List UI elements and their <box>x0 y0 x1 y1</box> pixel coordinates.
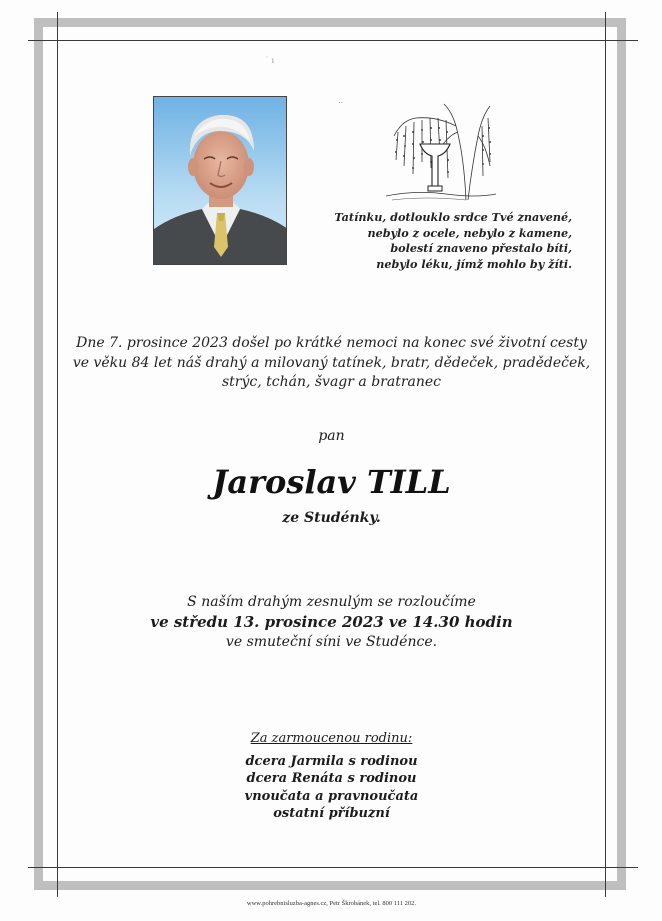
poem <box>300 210 572 272</box>
poem-line: Tatínku, dotlouklo srdce Tvé znavené, <box>334 210 572 224</box>
poem-line: nebylo léku, jímž mohlo by žíti. <box>376 256 572 271</box>
announcement-line: Dne 7. prosince 2023 došel po krátké nemoci na konec své životní cesty <box>76 335 587 351</box>
honorific: pan <box>318 428 345 444</box>
funeral-service-footer: www.pohrebnisluzba-agnes.cz, Petr Škrobánek, tel. 800 111 202. <box>246 900 417 907</box>
deceased-origin: ze Studénky. <box>282 510 381 526</box>
mourners-header: Za zarmoucenou rodinu: <box>250 731 413 746</box>
mourner-item: ostatní příbuzní <box>273 806 390 821</box>
left-rule <box>57 12 58 897</box>
mourners-list <box>60 730 603 823</box>
announcement-text <box>60 334 603 393</box>
bottom-rule <box>28 867 638 868</box>
announcement-line: ve věku 84 let náš drahý a milovaný tatínek, bratr, dědeček, pradědeček, <box>72 354 591 371</box>
portrait-photo <box>153 96 287 265</box>
ceremony-place: ve smuteční síni ve Studénce. <box>225 634 438 650</box>
right-rule <box>605 12 606 897</box>
mourner-item: dcera Renáta s rodinou <box>246 771 417 786</box>
announcement-line: strýc, tchán, švagr a bratranec <box>221 374 442 390</box>
scan-speck: ˙ ı <box>265 56 275 65</box>
willow-tree-illustration <box>386 96 496 202</box>
poem-line: bolestí znaveno přestalo bíti, <box>390 241 572 256</box>
top-rule <box>28 40 638 41</box>
deceased-name: Jaroslav TILL <box>212 463 451 501</box>
mourner-item: vnoučata a pravnoučata <box>244 788 419 804</box>
poem-line: nebylo z ocele, nebylo z kamene, <box>367 225 572 240</box>
ceremony-date-time: ve středu 13. prosince 2023 ve 14.30 hodin <box>150 613 513 631</box>
mourner-item: dcera Jarmila s rodinou <box>245 753 418 769</box>
ceremony-info <box>60 592 603 652</box>
ceremony-intro: S naším drahým zesnulým se rozloučíme <box>187 594 476 610</box>
scan-speck: ‥ <box>338 96 344 105</box>
